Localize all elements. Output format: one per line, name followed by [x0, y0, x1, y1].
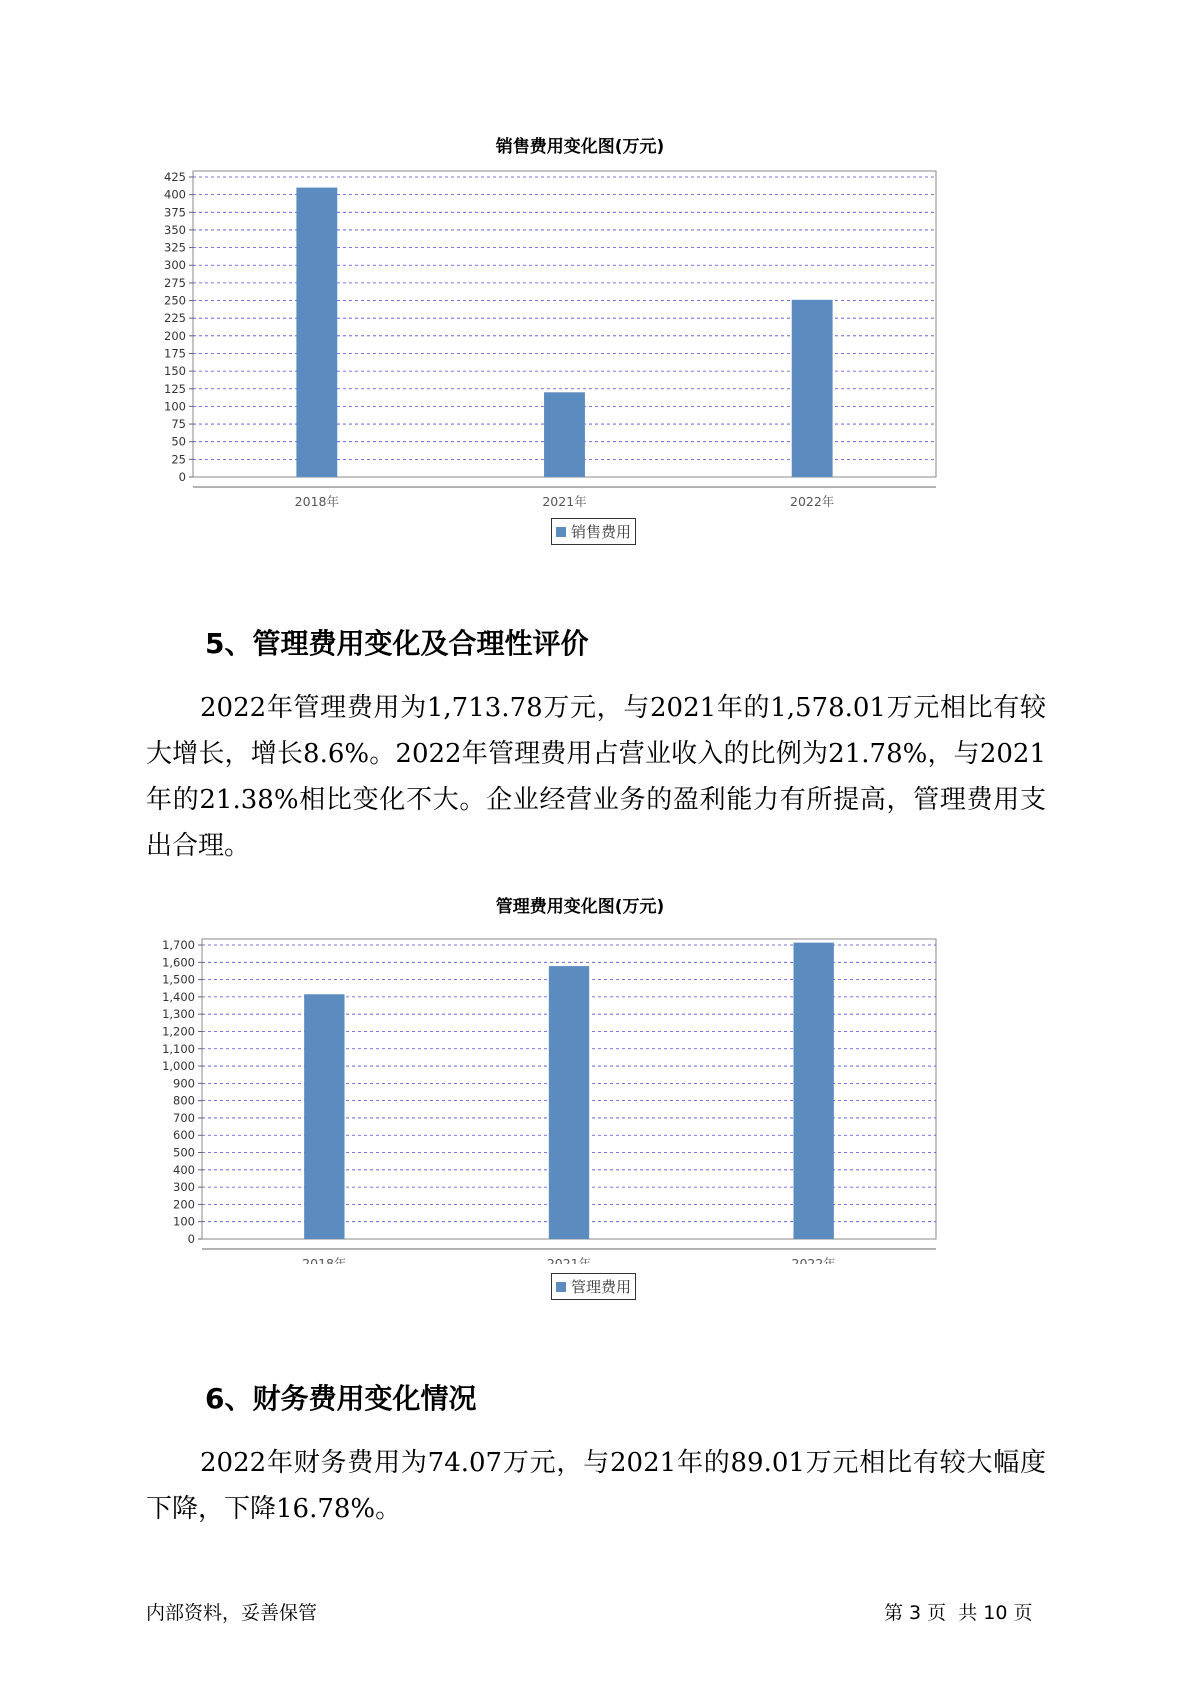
y-tick-label: 500 [173, 1145, 195, 1160]
section-5-heading: 5、管理费用变化及合理性评价 [205, 627, 589, 660]
y-tick-label: 75 [171, 417, 186, 432]
y-tick-label: 200 [173, 1197, 195, 1212]
y-tick-label: 0 [187, 1232, 195, 1246]
legend-swatch [556, 1282, 566, 1292]
chart-legend [551, 518, 636, 545]
y-tick-label: 800 [173, 1093, 195, 1108]
x-tick-label: 2021年 [542, 494, 587, 509]
bar [549, 966, 589, 1239]
bar [544, 392, 585, 477]
y-tick-label: 1,000 [162, 1059, 195, 1074]
y-tick-label: 100 [173, 1214, 195, 1229]
y-tick-label: 1,400 [162, 989, 195, 1004]
y-tick-label: 400 [164, 187, 186, 202]
x-tick-label: 2022年 [791, 1256, 836, 1264]
y-tick-label: 225 [164, 311, 186, 326]
paragraph-text: 2022年财务费用为74.07万元，与2021年的89.01万元相比有较大幅度下降，下降16.78%。 [146, 1448, 1046, 1524]
y-tick-label: 325 [164, 240, 186, 255]
section-5-paragraph [146, 685, 1046, 869]
y-tick-label: 200 [164, 328, 186, 343]
y-tick-label: 125 [164, 381, 186, 396]
bar [304, 994, 344, 1239]
y-tick-label: 600 [173, 1128, 195, 1143]
chart-title: 销售费用变化图(万元) [495, 137, 665, 157]
page-number: 第 3 页 共 10 页 [884, 1602, 1033, 1624]
y-tick-label: 250 [164, 293, 186, 308]
legend-label: 管理费用 [571, 1278, 632, 1296]
y-tick-label: 1,300 [162, 1007, 195, 1022]
y-tick-label: 425 [164, 170, 186, 184]
bar-chart-svg [130, 159, 1030, 514]
chart-legend [551, 1273, 636, 1300]
y-tick-label: 0 [178, 470, 186, 484]
x-tick-label: 2021年 [546, 1256, 592, 1264]
section-6-paragraph [146, 1440, 1046, 1532]
y-tick-label: 25 [171, 452, 186, 467]
paragraph-text: 2022年管理费用为1,713.78万元，与2021年的1,578.01万元相比有较大增长，增长8.6%。2022年管理费用占营业收入的比例为21.78%，与2021年的21.38%相比变化不大。企业经营业务的盈利能力有所提高，管理费用支出合理。 [146, 693, 1046, 861]
y-tick-label: 100 [164, 399, 186, 414]
y-tick-label: 300 [164, 258, 186, 273]
y-tick-label: 700 [173, 1110, 195, 1125]
legend-label: 销售费用 [571, 523, 632, 541]
bar-chart-svg [130, 919, 1030, 1264]
y-tick-label: 350 [164, 222, 186, 237]
bar [792, 300, 833, 477]
y-tick-label: 1,700 [162, 938, 195, 952]
y-tick-label: 275 [164, 275, 186, 290]
y-tick-label: 900 [173, 1076, 195, 1091]
y-tick-label: 300 [173, 1180, 195, 1195]
bar [793, 943, 833, 1239]
footer-note: 内部资料，妥善保管 [146, 1602, 318, 1624]
y-tick-label: 400 [173, 1162, 195, 1177]
sales-expense-chart [130, 135, 1030, 518]
y-tick-label: 1,600 [162, 955, 195, 970]
y-tick-label: 150 [164, 364, 186, 379]
chart-title: 管理费用变化图(万元) [495, 897, 665, 917]
y-tick-label: 1,200 [162, 1024, 195, 1039]
y-tick-label: 375 [164, 205, 186, 220]
legend-swatch [556, 527, 566, 537]
section-6-heading: 6、财务费用变化情况 [205, 1382, 477, 1415]
y-tick-label: 1,500 [162, 972, 195, 987]
x-tick-label: 2018年 [302, 1256, 347, 1264]
bar [296, 188, 337, 477]
x-tick-label: 2022年 [790, 494, 835, 509]
y-tick-label: 50 [171, 434, 186, 449]
y-tick-label: 1,100 [162, 1041, 195, 1056]
y-tick-label: 175 [164, 346, 186, 361]
x-tick-label: 2018年 [294, 494, 339, 509]
admin-expense-chart [130, 895, 1030, 1268]
